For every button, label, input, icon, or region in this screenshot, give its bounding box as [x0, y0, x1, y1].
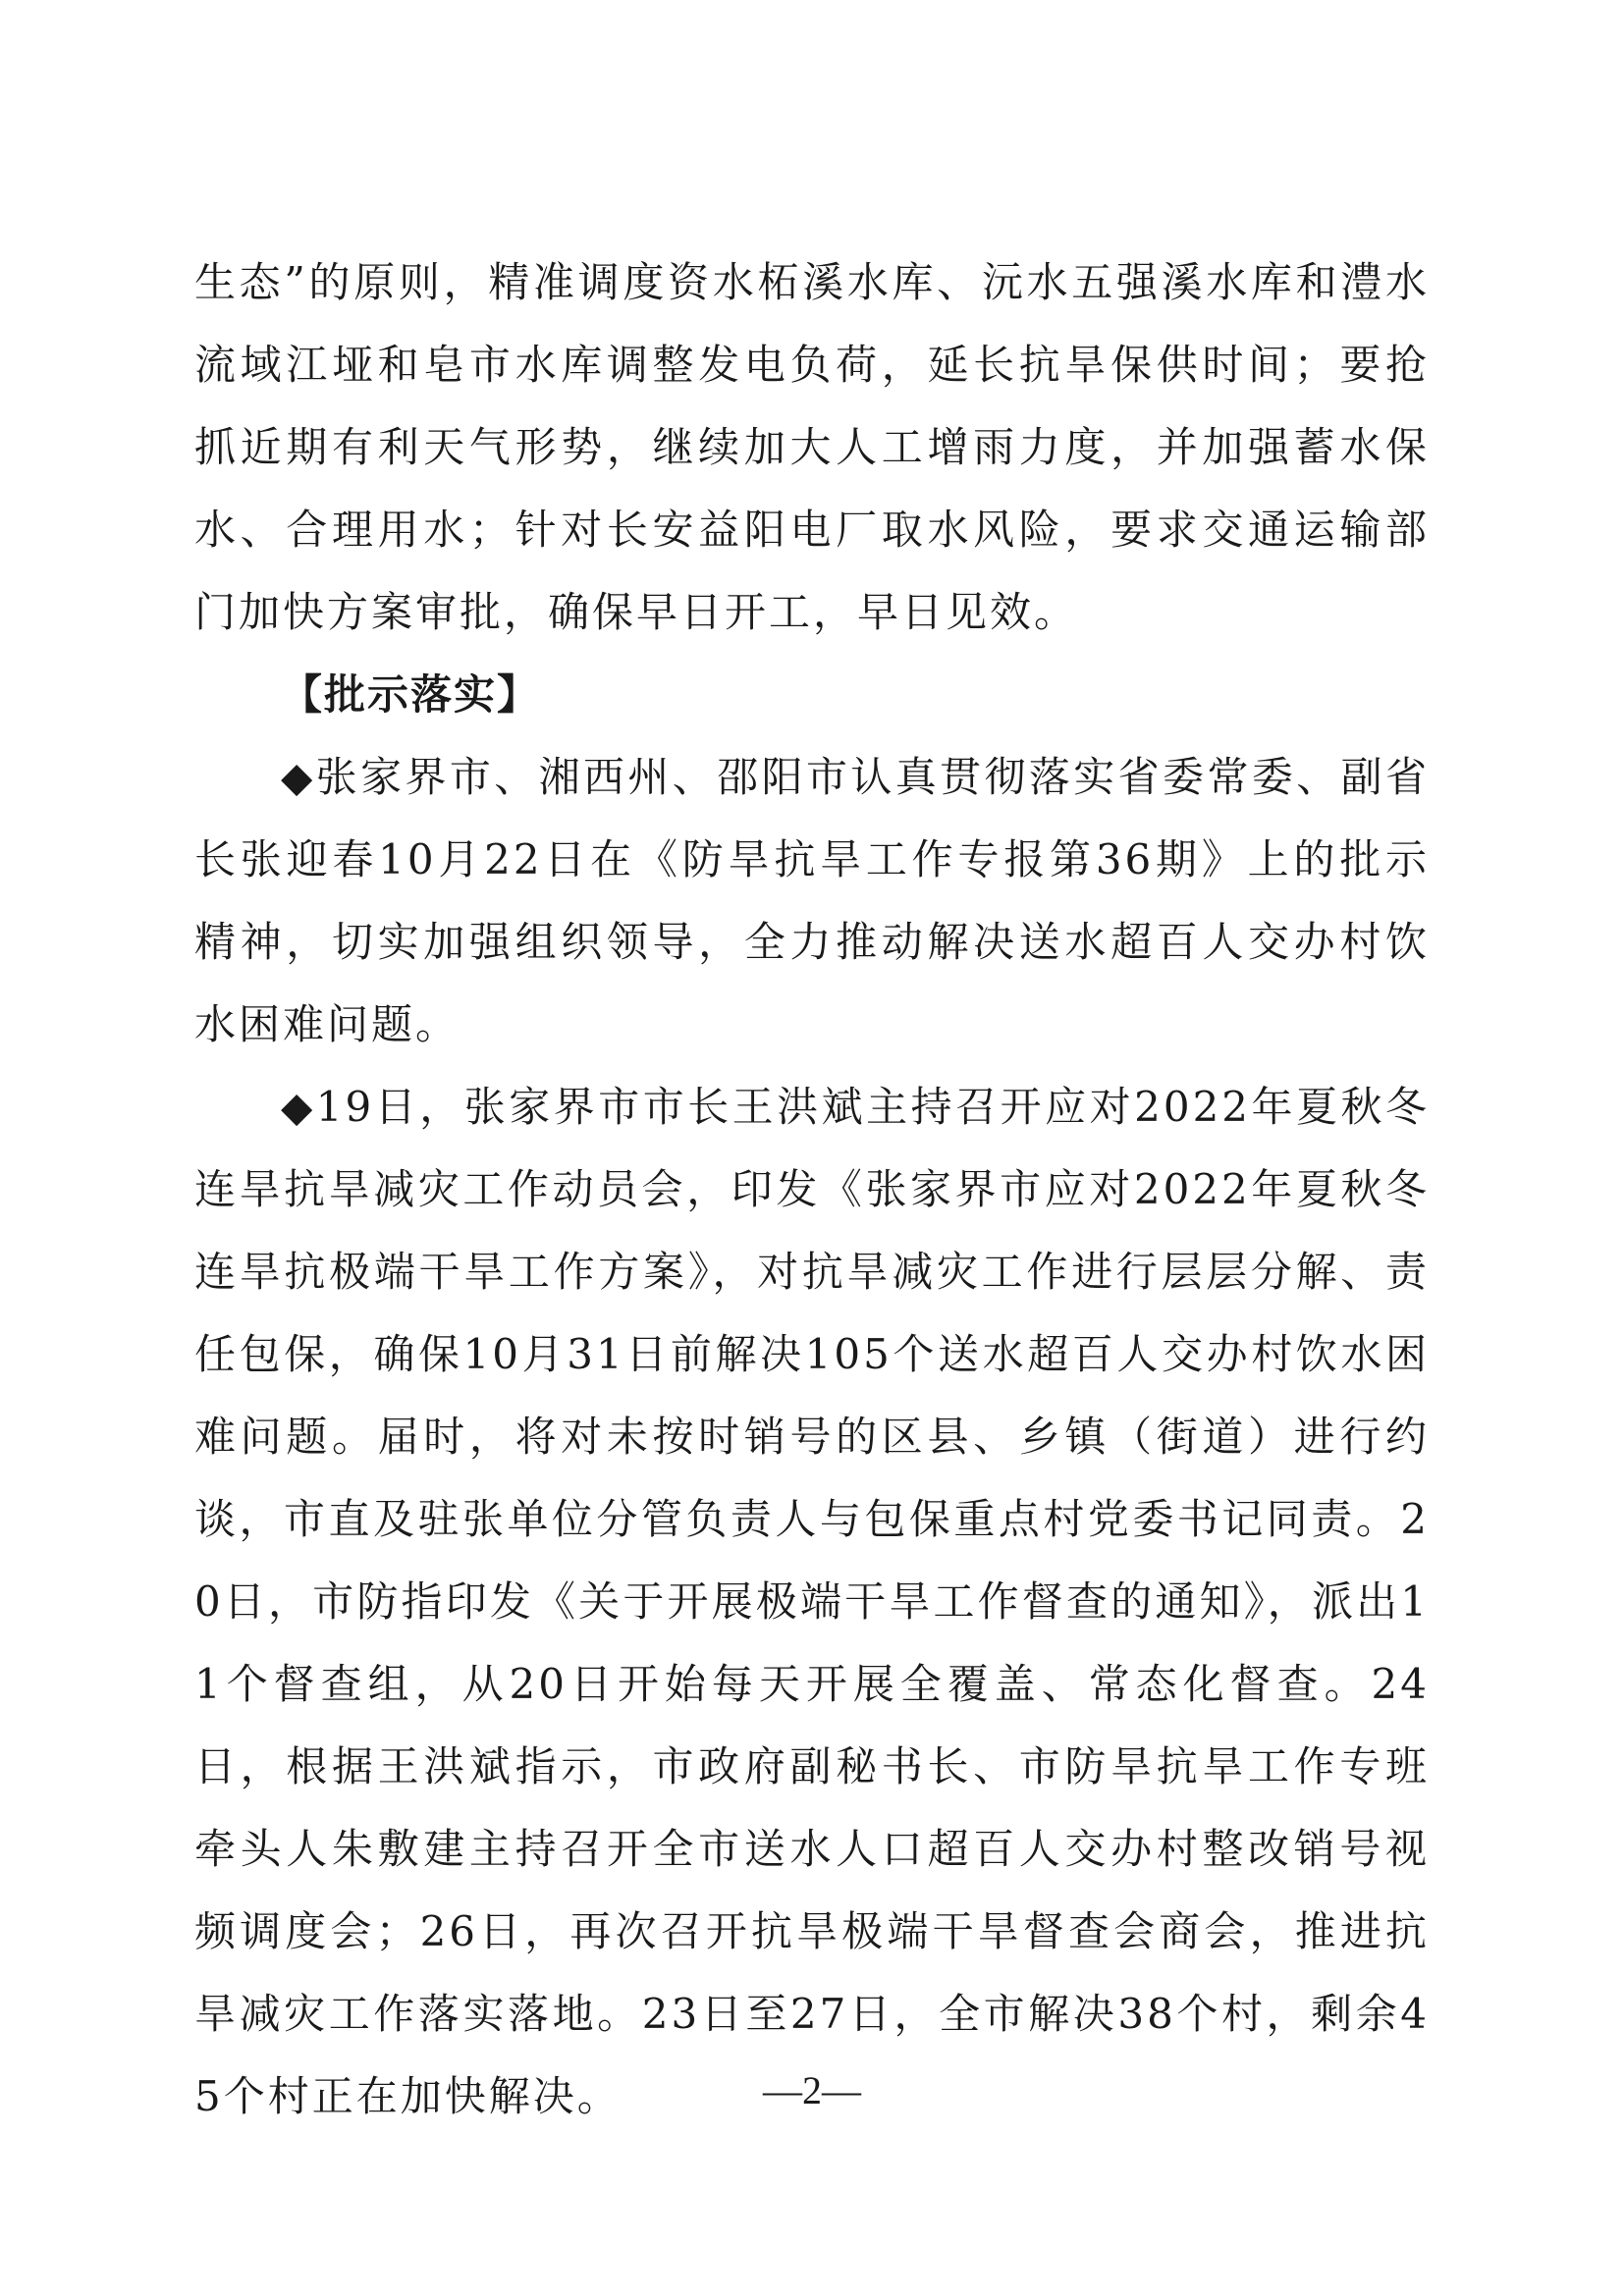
- paragraph-continuation: 生态”的原则，精准调度资水柘溪水库、沅水五强溪水库和澧水流域江垭和皂市水库调整发电负荷，延长抗旱保供时间；要抢抓近期有利天气形势，继续加大人工增雨力度，并加强蓄水保水、合理用水；针对长安益阳电厂取水风险，要求交通运输部门加快方案审批，确保早日开工，早日见效。: [194, 258, 1430, 636]
- section-heading-instruction-implementation: 【批示落实】: [281, 670, 541, 719]
- page-number: —2—: [763, 2068, 861, 2112]
- paragraph-bullet-zhangjiajie-mobilization: ◆19日，张家界市市长王洪斌主持召开应对2022年夏秋冬连旱抗旱减灾工作动员会，印发《张家界市应对2022年夏秋冬连旱抗极端干旱工作方案》，对抗旱减灾工作进行层层分解、责任包保，确保10月31日前解决105个送水超百人交办村饮水困难问题。届时，将对未按时销号的区县、乡镇（街道）进行约谈，市直及驻张单位分管负责人与包保重点村党委书记同责。20日，市防指印发《关于开展极端干旱工作督查的通知》，派出11个督查组，从20日开始每天开展全覆盖、常态化督查。24日，根据王洪斌指示，市政府副秘书长、市防旱抗旱工作专班牵头人朱敷建主持召开全市送水人口超百人交办村整改销号视频调度会；26日，再次召开抗旱极端干旱督查会商会，推进抗旱减灾工作落实落地。23日至27日，全市解决38个村，剩余45个村正在加快解决。: [194, 1083, 1430, 2120]
- paragraph-bullet-zhangjiajie-xiangxi-shaoyang: ◆张家界市、湘西州、邵阳市认真贯彻落实省委常委、副省长张迎春10月22日在《防旱抗旱工作专报第36期》上的批示精神，切实加强组织领导，全力推动解决送水超百人交办村饮水困难问题。: [194, 753, 1430, 1048]
- document-body: [194, 241, 1430, 2138]
